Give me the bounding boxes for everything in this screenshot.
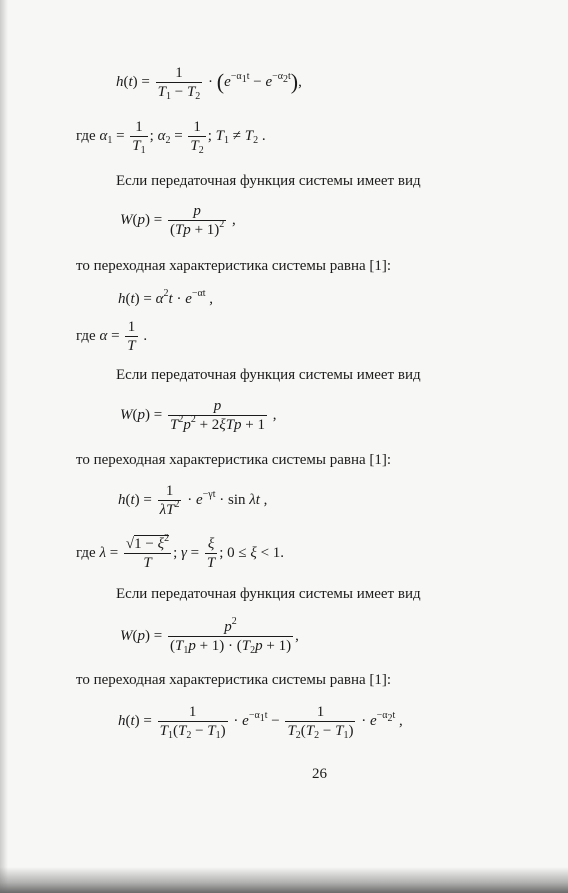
paragraph-intro-3: Если передаточная функция системы имеет вид bbox=[116, 586, 421, 602]
formula-h-4: h(t) = $\frac{1}{T_1(T_2 - T_1)}$ · $e^{-\alpha_1t}$ − $\frac{1}{T_2(T_2 - T_1)}$ · $e^{-\alpha_2t}$ , bbox=[118, 704, 403, 741]
paragraph-intro-2: Если передаточная функция системы имеет вид bbox=[116, 367, 421, 383]
where-label-2: где bbox=[76, 327, 96, 344]
formula-h-1: h(t) = $\frac{1}{T_1 - T_2}$ · $(e^{-\alpha_1t} - e^{-\alpha_2t})$, bbox=[116, 65, 302, 102]
page-bottom-shadow bbox=[0, 867, 568, 893]
paragraph-then-2: то переходная характеристика системы равна [1]: bbox=[76, 452, 392, 468]
formula-alpha-def: где α = $\frac{1}{T}$ . bbox=[76, 319, 148, 354]
formula-h-2: $h(t) = \alpha^2t \cdot e^{-\alpha t}$ , bbox=[118, 288, 214, 307]
formula-lambda-defs: где λ = $\frac{√1 - \xi^2}{T}$ ; γ = $\frac{\xi}{T}$ ; 0 ≤ ξ < 1. bbox=[76, 533, 285, 571]
paragraph-intro-1: Если передаточная функция системы имеет вид bbox=[116, 173, 421, 189]
formula-alpha-defs: где $\alpha_1$ = $\frac{1}{T_1}$ ; $\alpha_2$ = $\frac{1}{T_2}$ ; $T_1 \ne T_2$ . bbox=[76, 119, 266, 156]
page-number: 26 bbox=[312, 766, 327, 782]
paragraph-then-1: то переходная характеристика системы равна [1]: bbox=[76, 258, 392, 274]
formula-w-3: W(p) = $\frac{p^2}{(T_1p + 1) \cdot (T_2p + 1)}$ , bbox=[120, 616, 299, 656]
formula-h-3: h(t) = $\frac{1}{\lambda T^2}$ · $e^{-\gamma t} \cdot \sin \lambda t$ , bbox=[118, 483, 268, 518]
where-label-3: где bbox=[76, 544, 96, 561]
page-edge-shadow bbox=[0, 0, 8, 893]
where-label: где bbox=[76, 127, 96, 144]
formula-w-2: W(p) = $\frac{p}{T^2p^2 + 2\xi Tp + 1}$ , bbox=[120, 398, 277, 433]
formula-w-1: W(p) = $\frac{p}{(Tp + 1)^2}$ , bbox=[120, 203, 236, 238]
paragraph-then-3: то переходная характеристика системы равна [1]: bbox=[76, 672, 392, 688]
